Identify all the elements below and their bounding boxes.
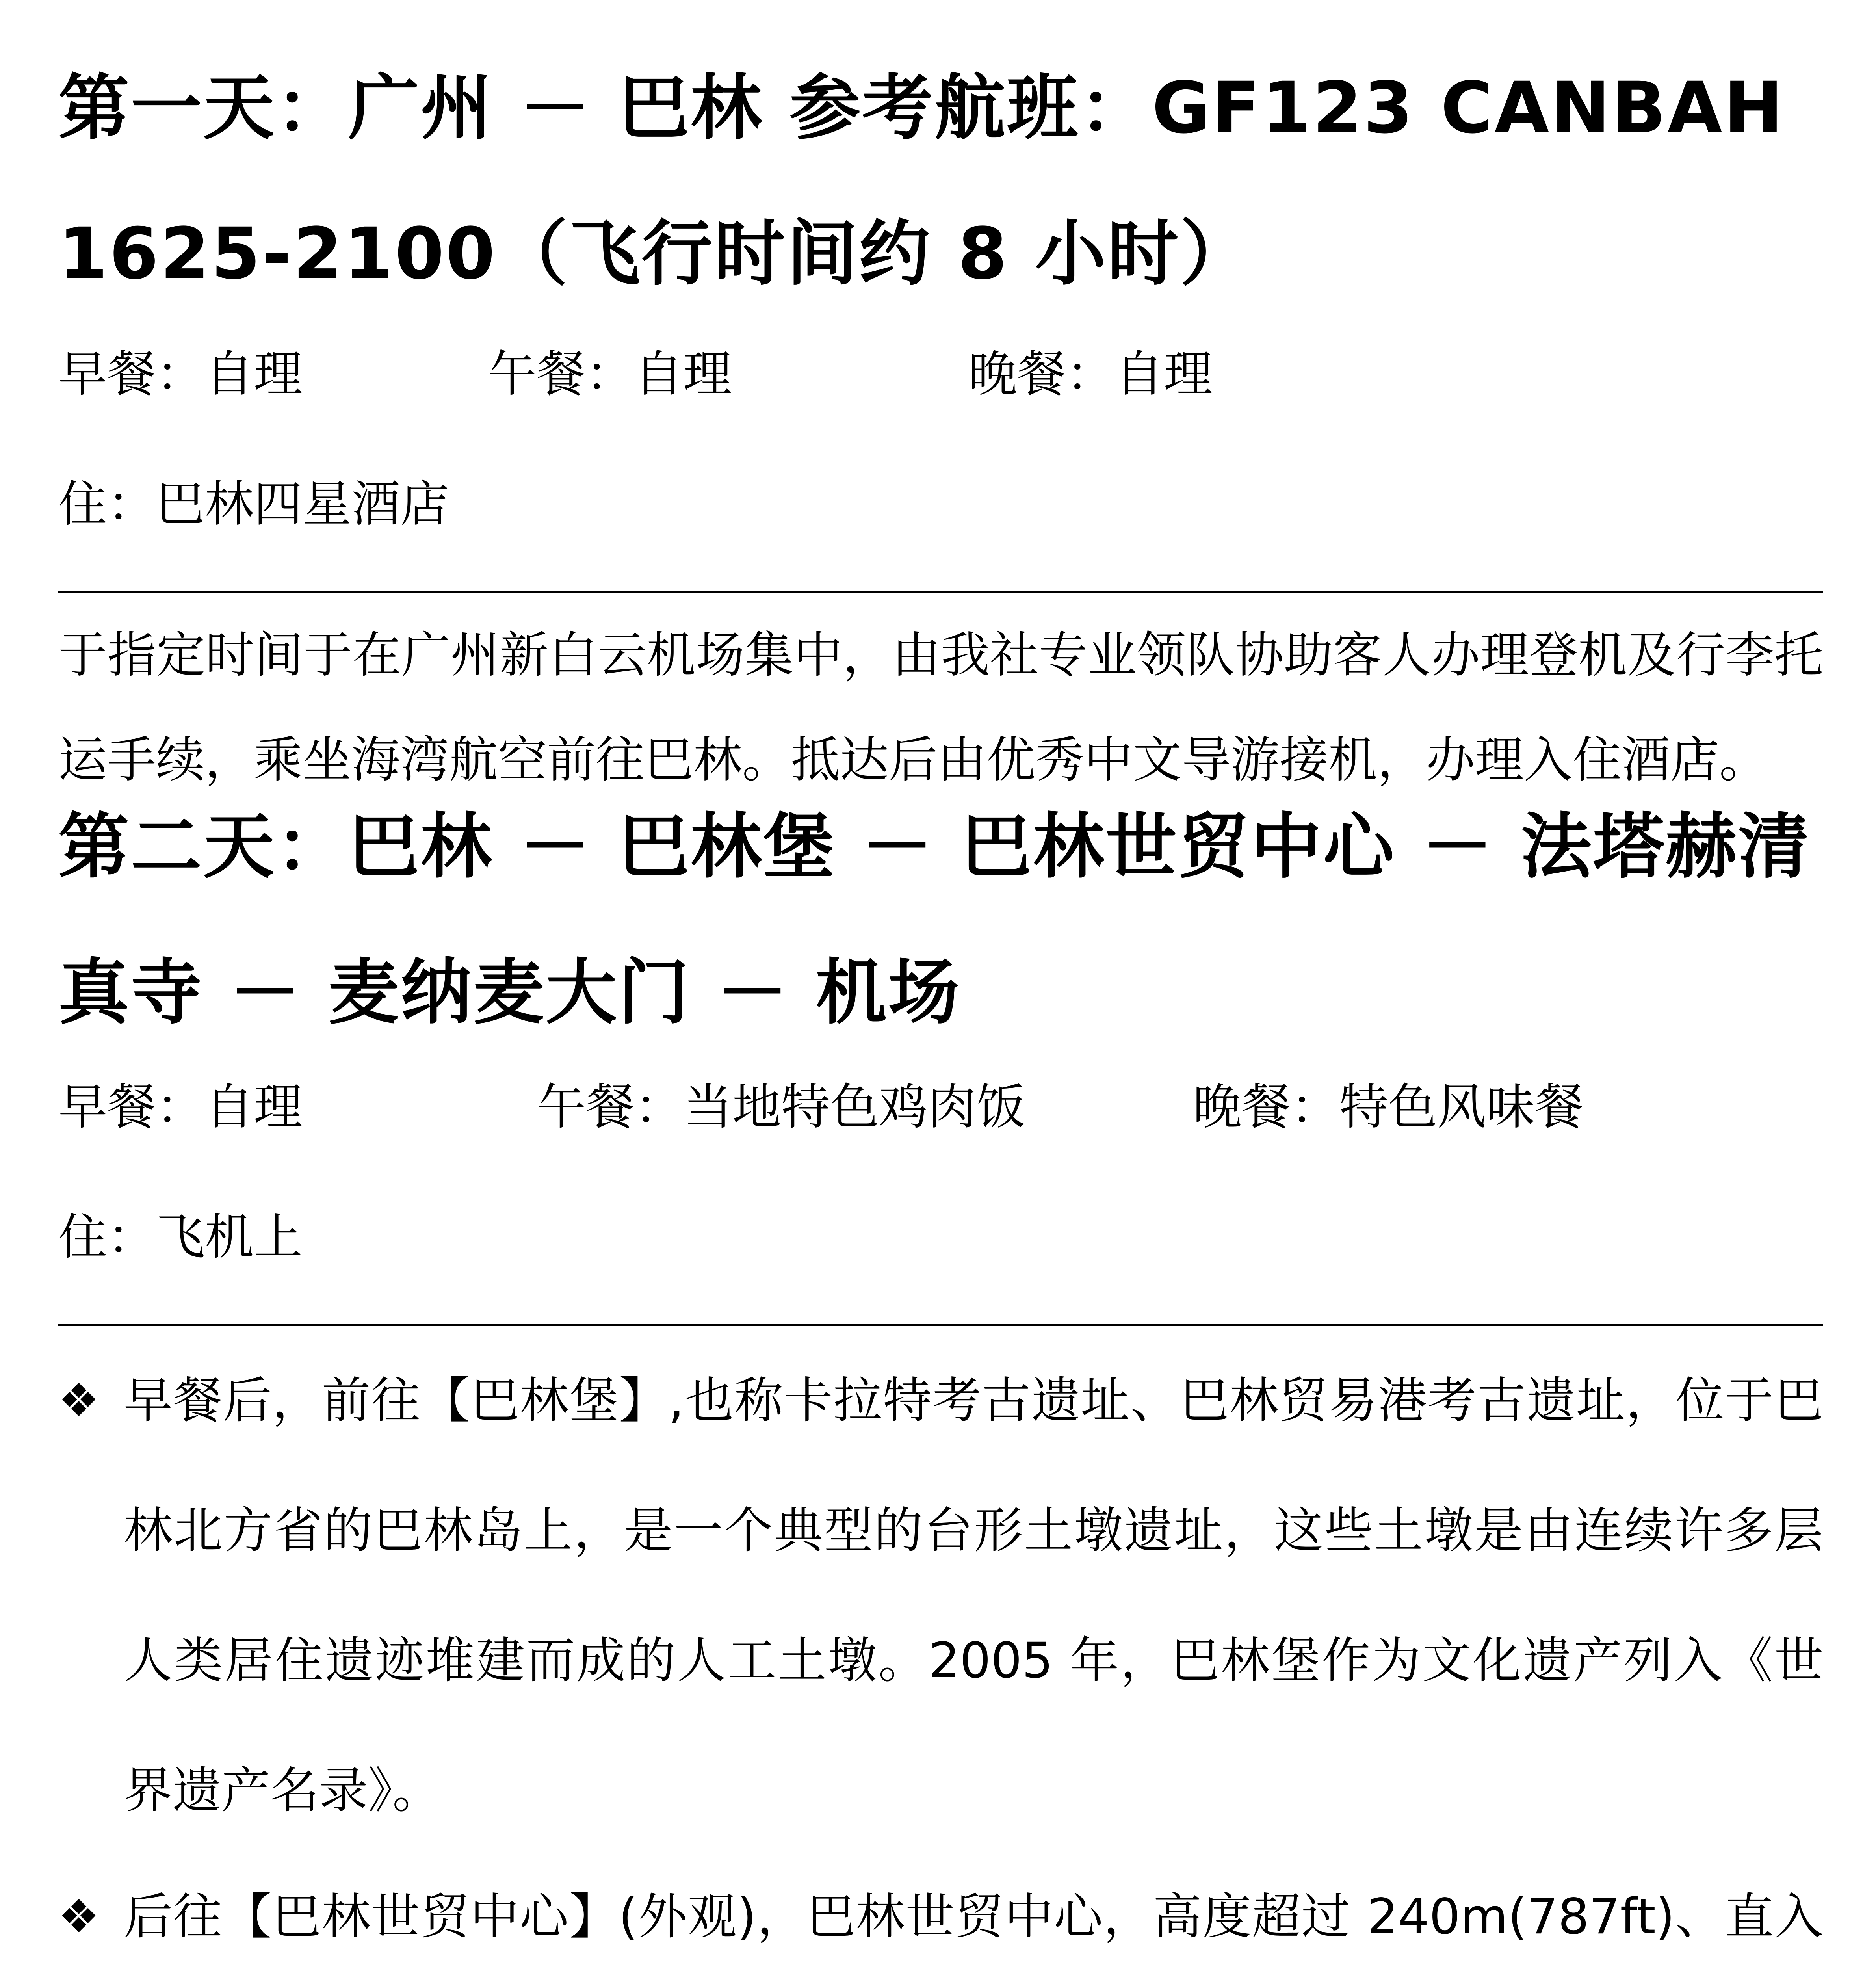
day2-item-bahrain-fort [58, 1336, 1823, 1856]
day2-accommodation: 住：飞机上 [58, 1209, 303, 1266]
day1-description: 于指定时间于在广州新白云机场集中，由我社专业领队协助客人办理登机及行李托运手续，乘坐海湾航空前往巴林。抵达后由优秀中文导游接机，办理入住酒店。 [58, 627, 1823, 788]
day1-meals [58, 343, 1823, 406]
day1-dinner: 晚餐：自理 [968, 346, 1213, 403]
bullet-diamond-icon: ❖ [58, 1890, 99, 1943]
day2-item-world-trade-center [58, 1852, 1823, 1970]
day2-item-text: 早餐后，前往【巴林堡】,也称卡拉特考古遗址、巴林贸易港考古遗址，位于巴林北方省的巴林岛上，是一个典型的台形土墩遗址，这些土墩是由连续许多层人类居住遗迹堆建而成的人工土墩。2005 年，巴林堡作为文化遗产列入《世界遗产名录》。 [124, 1372, 1823, 1819]
day2-title: 第二天：巴林 － 巴林堡 － 巴林世贸中心 － 法塔赫清真寺 － 麦纳麦大门 － 机场 [58, 806, 1811, 1034]
day2-dinner: 晚餐：特色风味餐 [1193, 1079, 1584, 1136]
day2-item-text: 后往【巴林世贸中心】(外观)，巴林世贸中心，高度超过 240m(787ft)、直入 [124, 1888, 1823, 1945]
day2-lunch: 午餐：当地特色鸡肉饭 [537, 1079, 1026, 1136]
day1-accommodation: 住：巴林四星酒店 [58, 476, 449, 533]
day2-divider [58, 1324, 1823, 1326]
day1-breakfast: 早餐：自理 [58, 346, 303, 403]
day2-meals [58, 1076, 1823, 1139]
day1-title: 第一天：广州 － 巴林 参考航班：GF123 CANBAH 1625-2100（飞行时间约 8 小时） [58, 67, 1785, 295]
day1-lunch: 午餐：自理 [488, 346, 732, 403]
day1-divider [58, 591, 1823, 593]
bullet-diamond-icon: ❖ [58, 1374, 99, 1427]
day2-breakfast: 早餐：自理 [58, 1079, 303, 1136]
